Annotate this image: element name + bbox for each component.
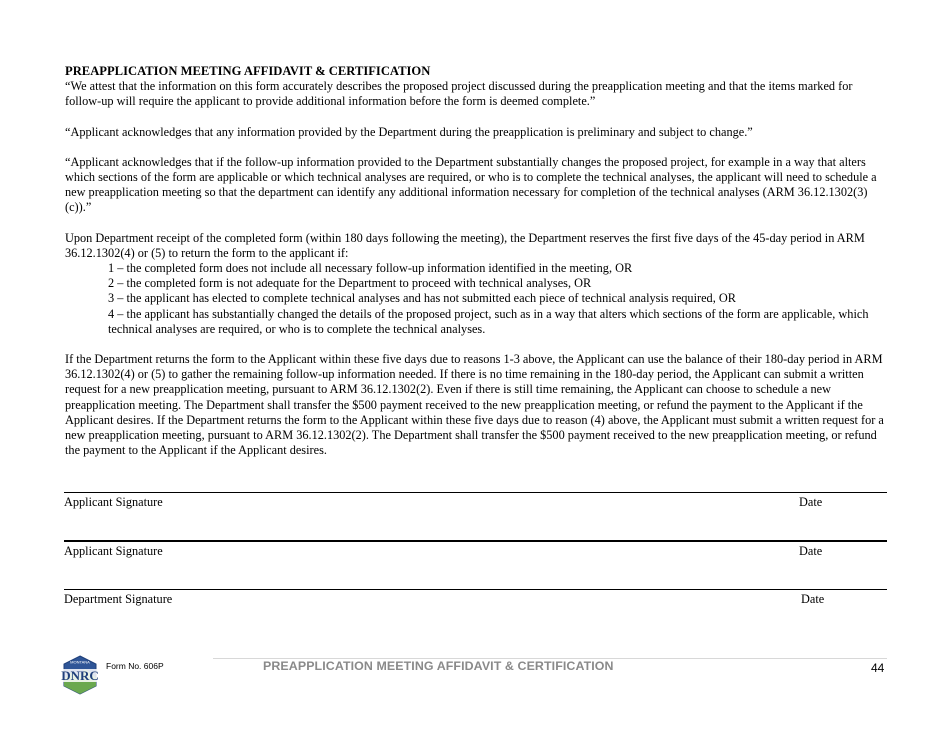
signature-label: Applicant Signature [64,495,163,509]
return-procedure-paragraph: If the Department returns the form to the Applicant within these five days due to reasons 1-3 above, the Applicant can use the balance of their 180-day period in ARM 36.12.1302(4) or (5) to gather the remaining follow-up information needed. If there is no time remaining in the 180-day period, the Applicant can submit a written request for a new preapplication meeting, pursuant to ARM 36.12.1302(2). Even if there is still time remaining, the Applicant can choose to schedule a new preapplication meeting. The Department shall transfer the $500 payment received to the new preapplication meeting, or refund the payment to the Applicant if the Applicant desires. If the Department returns the form to the Applicant within these five days due to reason (4) above, the Applicant must submit a written request for a new preapplication meeting, pursuant to ARM 36.12.1302(2). The Department shall transfer the $500 payment received to the new preapplication meeting, or refund the payment to the Applicant if the Applicant desires. [65,352,884,458]
preliminary-acknowledgement-paragraph: “Applicant acknowledges that any information provided by the Department during the preapplication is preliminary and subject to change.” [65,124,753,139]
department-receipt-paragraph: Upon Department receipt of the completed form (within 180 days following the meeting), the Department reserves the first five days of the 45-day period in ARM 36.12.1302(4) or (5) to return the form to the applicant if: [65,230,865,260]
date-label: Date [799,495,823,509]
page-number: 44 [871,661,885,675]
list-item: 2 – the completed form is not adequate for the Department to proceed with technical analyses, OR [108,276,592,291]
list-item: 1 – the completed form does not include all necessary follow-up information identified in the meeting, OR [108,261,633,276]
applicant-signature-line-1[interactable] [64,492,887,507]
affidavit-body [65,64,887,458]
footer-title: PREAPPLICATION MEETING AFFIDAVIT & CERTIFICATION [263,659,614,673]
return-reasons-list [108,261,887,337]
applicant-signature-line-2[interactable] [64,540,887,556]
svg-text:DNRC: DNRC [61,668,99,683]
attestation-paragraph: “We attest that the information on this form accurately describes the proposed project discussed during the preapplication meeting and that the items marked for follow-up will require the applicant to provide additional information before the form is deemed complete.” [65,79,853,109]
dnrc-logo [60,655,100,695]
section-title: PREAPPLICATION MEETING AFFIDAVIT & CERTIFICATION [65,64,431,78]
followup-acknowledgement-paragraph: “Applicant acknowledges that if the follow-up information provided to the Department substantially changes the proposed project, for example in a way that alters which sections of the form are applicable or which technical analyses are required, or who is to complete the technical analyses, the applicant will need to schedule a new preapplication meeting so that the department can identify any additional information necessary for completion of the technical analyses (ARM 36.12.1302(3)(c)).” [65,154,877,215]
list-item: 4 – the applicant has substantially changed the details of the proposed project, such as in a way that alters which sections of the form are applicable, which technical analyses are required, or who is to complete the technical analyses. [108,306,869,336]
form-number: Form No. 606P [106,661,164,671]
date-label: Date [799,544,823,558]
signature-label: Applicant Signature [64,544,163,558]
department-signature-line[interactable] [64,589,887,604]
signature-label: Department Signature [64,592,173,606]
date-label: Date [801,592,825,606]
svg-text:MONTANA: MONTANA [70,659,90,665]
list-item: 3 – the applicant has elected to complete technical analyses and has not submitted each piece of technical analysis required, OR [108,291,736,306]
